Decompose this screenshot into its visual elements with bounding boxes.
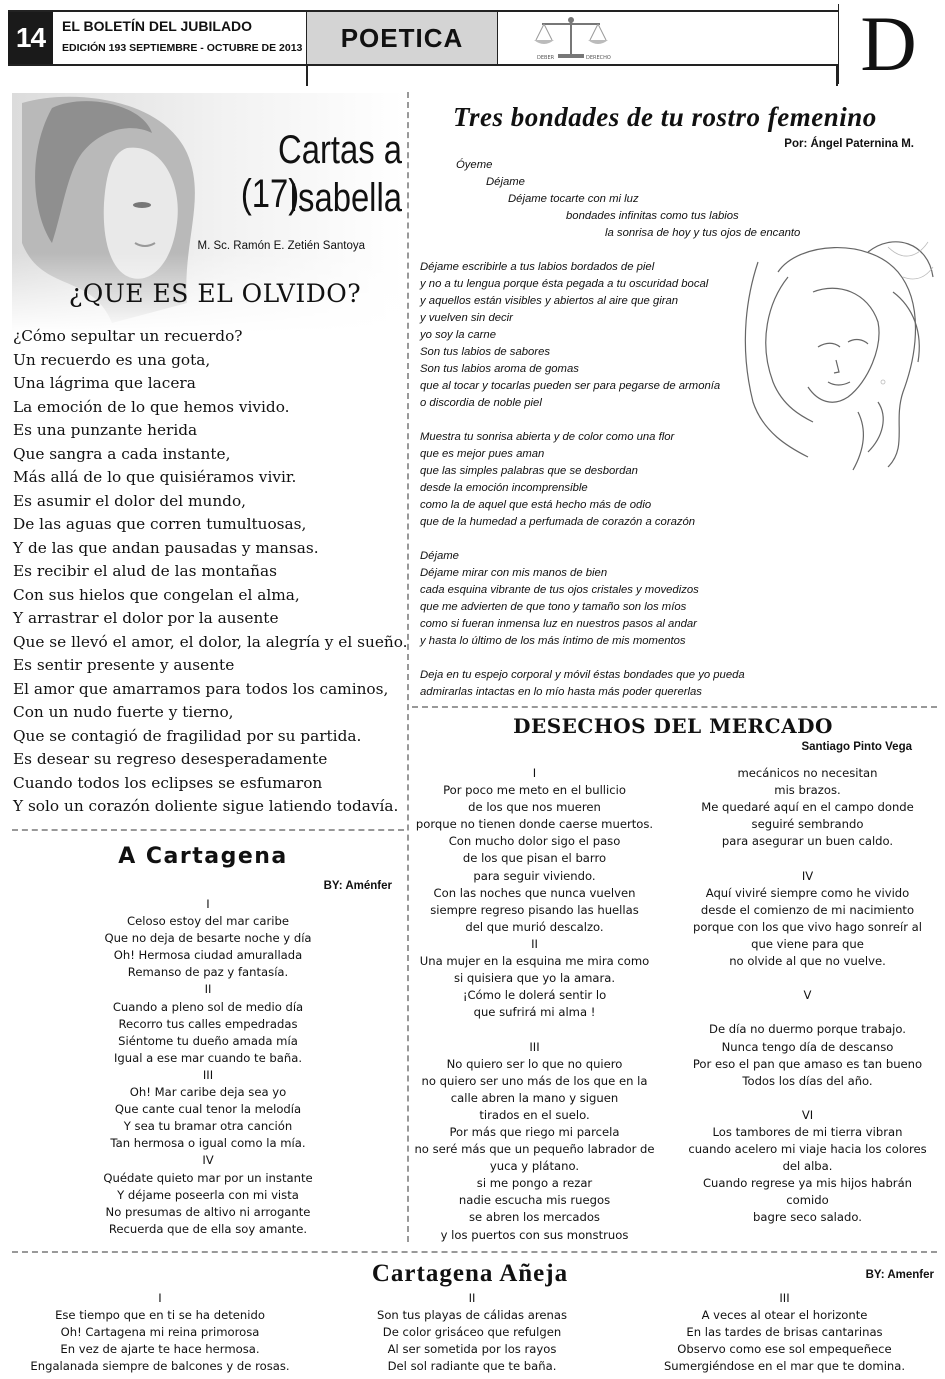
poem-line: Observo como ese sol empequeñece [677,1342,892,1357]
poem-line: Déjame escribirle a tus labios bordados de piel [420,261,655,273]
poem-line: IV [801,868,814,883]
section-label: POETICA [340,22,464,53]
poem-line: Recorro tus calles empedradas [118,1016,298,1031]
poem-line: En las tardes de brisas cantarinas [686,1325,883,1340]
header-bottom-rule [8,64,838,66]
poem-line: admirarlas intactas en lo mío hasta más poder quererlas [420,686,702,698]
stanza-gap [680,1090,935,1107]
scale-of-justice-logo [528,14,614,62]
edition-info: EDICIÓN 193 SEPTIEMBRE - OCTUBRE DE 2013 [62,42,303,54]
poem-line: como si fueran inmensa luz en nuestros pasos al andar [420,618,697,630]
anieja-column-1 [10,1290,310,1375]
poem-line: seguiré sembrando [751,817,864,832]
logo-left-label: DEBER [537,55,555,61]
poem-line: En vez de ajarte te hace hermosa. [60,1342,260,1357]
poem-line: si me pongo a rezar [476,1176,593,1191]
cartas-heading: ¿QUE ES EL OLVIDO? [68,279,362,308]
poem-line: ¿Cómo sepultar un recuerdo? [13,327,243,345]
poem-line: II [531,936,538,951]
poem-line: Es desear su regreso desesperadamente [13,750,328,768]
cartas-author: M. Sc. Ramón E. Zetién Santoya [197,240,365,252]
poem-line: que de la humedad a perfumada de corazón a corazón [420,516,696,528]
poem-line: Oh! Hermosa ciudad amurallada [113,948,303,963]
tres-bondades-title: Tres bondades de tu rostro femenino [453,102,877,132]
poem-line: Oh! Cartagena mi reina primorosa [60,1325,260,1340]
poem-line: Es sentir presente y ausente [13,656,235,674]
cartas-title: Cartas a Isabella [278,128,402,220]
poem-line: para seguir viviendo. [473,868,596,883]
poem-line: III [202,1067,214,1082]
poem-line: y no a tu lengua porque ésta pegada a tu oscuridad bocal [420,278,709,290]
poem-line: que viene para que [751,936,864,951]
poem-line: Deja en tu espejo corporal y móvil éstas bondades que yo pueda [420,669,745,681]
poem-line: De color grisáceo que refulgen [382,1325,562,1340]
poem-line: Déjame [420,550,459,562]
poem-line: y los puertos con sus monstruos [440,1227,629,1242]
poem-line: Siéntome tu dueño amada mía [118,1033,298,1048]
poem-line: Celoso estoy del mar caribe [127,914,289,929]
poem-line: ¡Cómo le dolerá sentir lo [462,988,607,1003]
poem-line: Son tus playas de cálidas arenas [376,1308,567,1323]
poem-line: que las simples palabras que se desbordan [420,465,638,477]
poem-line: que al tocar y tocarlas pueden ser para pegarse de armonía [420,380,721,392]
poem-line: Es una punzante herida [13,421,198,439]
poem-line: No quiero ser lo que no quiero [446,1056,623,1071]
poem-line: III [529,1039,540,1054]
poem-line: Engalanada siempre de balcones y de rosas. [30,1359,290,1374]
stanza-gap [420,412,840,429]
poem-line: Que se contagió de fragilidad por su partida. [13,726,362,745]
cartas-number: (17) [240,172,300,216]
poem-line: calle abren la mano y siguen [450,1090,619,1105]
poem-line: o discordia de noble piel [420,397,542,409]
poem-line: I [206,897,210,911]
poem-line: Aquí viviré siempre como he vivido [705,885,910,900]
poem-line: del que murió descalzo. [465,919,604,934]
poem-line: Y solo un corazón doliente sigue latiendo todavía. [13,797,399,815]
poem-line: No presumas de altivo ni arrogante [105,1204,311,1219]
poem-line: Una mujer en la esquina me mira como [419,954,650,969]
section-initial: D [838,4,938,84]
poem-line: que me advierten de que tono y tamaño son los míos [420,601,687,613]
poem-line: Y arrastrar el dolor por la ausente [13,609,279,627]
poem-line: De las aguas que corren tumultuosas, [13,515,307,533]
poem-line: Y de las que andan pausadas y mansas. [13,538,319,557]
poem-line: que sufrirá mi alma ! [473,1005,596,1020]
section-divider [412,706,937,708]
poem-line: Déjame mirar con mis manos de bien [420,567,608,579]
poem-line: Todos los días del año. [742,1073,873,1088]
poem-line: El amor que amarramos para todos los caminos, [13,679,389,698]
poem-line: no seré más que un pequeño labrador de [414,1142,655,1157]
poem-line: se abren los mercados [469,1210,600,1225]
poem-line: no quiero ser uno más de los que en la [421,1073,648,1088]
poem-line: Déjame tocarte con mi luz [508,193,639,205]
poem-line: y vuelven sin decir [420,312,513,324]
poem-line: Óyeme [456,159,493,171]
poem-line: Y sea tu bramar otra canción [123,1119,293,1134]
poem-line: Muestra tu sonrisa abierta y de color como una flor [420,431,675,443]
poem-line: Oh! Mar caribe deja sea yo [129,1085,287,1100]
poem-line: mecánicos no necesitan [737,766,878,780]
poem-line: II [468,1291,476,1305]
poem-line: Una lágrima que lacera [13,374,196,392]
section-label-box [306,12,498,64]
poem-line: porque con los que vivo hago sonreír al [692,919,923,934]
poem-line: del alba. [782,1159,833,1174]
poem-line: Déjame [486,176,525,188]
poem-line: Tan hermosa o igual como la mía. [110,1136,306,1151]
poem-line: II [204,982,212,997]
desechos-author: Santiago Pinto Vega [801,741,912,753]
poem-line: que es mejor pues aman [420,448,545,460]
poem-line: Ese tiempo que en ti se ha detenido [55,1308,265,1323]
poem-line: Me quedaré aquí en el campo donde [701,800,914,815]
anieja-column-2 [322,1290,622,1375]
poem-line: desde la emoción incomprensible [420,482,588,494]
poem-line: y aquellos están visibles y abiertos al aire que giran [420,295,679,307]
cartas-poem [13,325,408,819]
stanza-gap [680,1004,935,1021]
publication-title: EL BOLETÍN DEL JUBILADO [62,18,253,34]
poem-line: Es asumir el dolor del mundo, [13,491,247,510]
poem-line: De día no duermo porque trabajo. [709,1022,906,1037]
poem-line: Remanso de paz y fantasía. [127,965,289,980]
anieja-column-3 [632,1290,937,1375]
poem-line: para asegurar un buen caldo. [721,834,894,849]
poem-line: Sumergiéndose en el mar que te domina. [663,1359,906,1374]
stanza-gap [420,242,840,259]
poem-line: mis brazos. [774,783,841,798]
poem-line: Con sus hielos que congelan el alma, [13,585,300,604]
stanza-gap [420,531,840,548]
section-divider [12,829,404,831]
poem-line: Son tus labios de sabores [420,346,550,358]
poem-line: Y déjame poseerla con mi vista [117,1187,299,1202]
poem-line: III [779,1291,790,1305]
poem-line: Con las noches que nunca vuelven [433,885,636,900]
poem-line: no olvide al que no vuelve. [729,954,886,969]
poem-line: Cuando regrese ya mis hijos habrán [702,1176,913,1191]
poem-line: siempre regreso pisando las huellas [430,902,639,917]
poem-line: nadie escucha mis ruegos [458,1193,611,1208]
poem-line: IV [202,1153,214,1168]
a-cartagena-author: BY: Aménfer [323,880,392,892]
poem-line: desde el comienzo de mi nacimiento [700,902,915,917]
poem-line: bondades infinitas como tus labios [566,210,739,222]
desechos-column-2 [680,765,935,1227]
poem-line: Igual a ese mar cuando te baña. [113,1050,303,1065]
poem-line: tirados en el suelo. [479,1107,590,1122]
poem-line: Por poco me meto en el bullicio [443,783,626,798]
poem-line: Que sangra a cada instante, [13,444,231,463]
poem-line: bagre seco salado. [753,1210,862,1225]
page-number: 14 [8,12,53,64]
cartagena-anieja-title: Cartagena Añeja [371,1260,569,1287]
poem-line: Recuerda que de ella soy amante. [108,1221,308,1236]
a-cartagena-poem [13,896,403,1238]
poem-line: de los que pisan el barro [462,851,607,866]
poem-line: Nunca tengo día de descanso [721,1039,894,1054]
poem-line: Por más que riego mi parcela [449,1124,620,1139]
header-divider [306,64,308,86]
tres-bondades-poem [420,157,840,701]
tres-bondades-author: Por: Ángel Paternina M. [784,138,914,150]
poem-line: comido [786,1193,829,1208]
poem-line: Por eso el pan que amaso es tan bueno [692,1056,923,1071]
poem-line: la sonrisa de hoy y tus ojos de encanto [605,227,801,239]
poem-line: Un recuerdo es una gota, [13,350,211,369]
poem-line: I [158,1291,162,1305]
poem-line: Que se llevó el amor, el dolor, la alegría y el sueño. [13,632,408,651]
poem-line: VI [801,1107,814,1122]
poem-line: Cuando todos los eclipses se esfumaron [13,773,323,792]
poem-line: Al ser sometida por los rayos [387,1342,557,1357]
poem-line: Es recibir el alud de las montañas [13,562,277,580]
a-cartagena-title: A Cartagena [118,844,288,869]
poem-line: Que no deja de besarte noche y día [104,931,312,946]
poem-line: Son tus labios aroma de gomas [420,363,579,375]
poem-line: Con un nudo fuerte y tierno, [13,703,234,721]
poem-line: Más allá de lo que quisiéramos vivir. [13,468,297,486]
poem-line: I [532,766,537,780]
poem-line: y hasta lo último de los más íntimo de mis momentos [420,635,686,647]
logo-right-label: DERECHO [586,55,611,61]
poem-line: Que cante cual tenor la melodía [114,1102,302,1117]
stanza-gap [680,970,935,987]
poem-line: Quédate quieto mar por un instante [103,1170,313,1185]
poem-line: Con mucho dolor sigo el paso [448,834,621,849]
poem-line: Los tambores de mi tierra vibran [712,1124,903,1139]
poem-line: cada esquina vibrante de tus ojos cristales y movedizos [420,584,699,596]
poem-line: Cuando a pleno sol de medio día [112,999,304,1014]
desechos-column-1 [412,765,657,1244]
poem-line: cuando acelero mi viaje hacia los colores [688,1142,927,1157]
poem-line: Del sol radiante que te baña. [387,1359,557,1374]
desechos-title: DESECHOS DEL MERCADO [513,714,833,738]
stanza-gap [680,850,935,867]
poem-line: yo soy la carne [420,329,496,341]
stanza-gap [412,1021,657,1038]
poem-line: de los que nos mueren [468,800,601,815]
poem-line: yuca y plátano. [489,1159,580,1174]
poem-line: si quisiera que yo la amara. [453,971,616,986]
stanza-gap [420,650,840,667]
cartagena-anieja-author: BY: Amenfer [865,1269,934,1281]
column-divider [407,92,409,1242]
poem-line: porque no tienen donde caerse muertos. [415,817,654,832]
poem-line: A veces al otear el horizonte [701,1308,868,1323]
section-divider [12,1251,937,1253]
poem-line: La emoción de lo que hemos vivido. [13,397,290,416]
header-divider [836,64,838,86]
poem-line: como la de aquel que está hecho más de odio [420,499,652,511]
poem-line: V [803,988,812,1003]
